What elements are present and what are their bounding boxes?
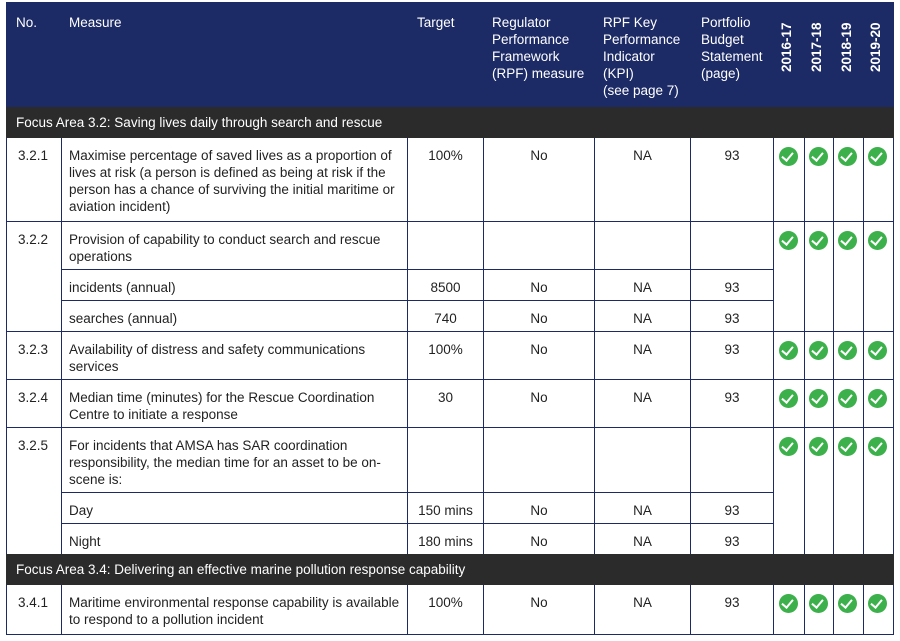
rpf-kpi-value: NA	[633, 311, 652, 326]
rpf-kpi-value: NA	[633, 390, 652, 405]
rpf-measure-value: No	[530, 148, 548, 163]
check-circle-icon	[779, 594, 798, 613]
rpf-kpi-value: NA	[633, 534, 652, 549]
rpf-kpi-value: NA	[633, 148, 652, 163]
header-year-2016-17: 2016-17	[779, 22, 794, 72]
check-circle-icon	[809, 231, 828, 250]
check-circle-icon	[868, 231, 887, 250]
check-circle-icon	[868, 594, 887, 613]
check-circle-icon	[838, 231, 857, 250]
pbs-page-value: 93	[724, 503, 740, 518]
target-value: 30	[437, 390, 454, 405]
rpf-measure-value: No	[530, 595, 548, 610]
check-circle-icon	[868, 389, 887, 408]
pbs-page-value: 93	[724, 595, 740, 610]
target-value: 100%	[428, 595, 463, 610]
measure-text: Median time (minutes) for the Rescue Coordination Centre to initiate a response	[69, 390, 375, 422]
check-circle-icon	[838, 594, 857, 613]
check-circle-icon	[779, 341, 798, 360]
pbs-page-value: 93	[724, 342, 740, 357]
check-circle-icon	[809, 437, 828, 456]
rpf-measure-value: No	[530, 280, 548, 295]
row-number: 3.2.1	[18, 148, 49, 163]
measure-text: incidents (annual)	[69, 280, 176, 295]
measure-text: searches (annual)	[69, 311, 178, 326]
check-circle-icon	[838, 341, 857, 360]
header-year-2018-19: 2018-19	[839, 22, 854, 72]
check-circle-icon	[809, 594, 828, 613]
measure-text: Maximise percentage of saved lives as a proportion of lives at risk (a person is defined as being at risk if the person has a chance of surviving the initial maritime or aviation incident)	[69, 148, 395, 214]
header-no: No.	[16, 15, 38, 30]
section-heading: Focus Area 3.4: Delivering an effective marine pollution response capability	[6, 554, 894, 585]
header-rpf-kpi: RPF Key Performance Indicator (KPI) (see page 7)	[603, 15, 681, 98]
check-circle-icon	[838, 147, 857, 166]
target-value: 740	[434, 311, 457, 326]
rpf-measure-value: No	[530, 534, 548, 549]
check-circle-icon	[868, 147, 887, 166]
measure-text: Maritime environmental response capability is available to respond to a pollution incident	[69, 595, 400, 627]
rpf-measure-value: No	[530, 311, 548, 326]
check-circle-icon	[868, 341, 887, 360]
target-value: 100%	[428, 342, 463, 357]
header-year-2019-20: 2019-20	[868, 22, 883, 72]
header-measure: Measure	[69, 15, 122, 30]
check-circle-icon	[838, 437, 857, 456]
check-circle-icon	[838, 389, 857, 408]
pbs-page-value: 93	[724, 280, 740, 295]
measure-text: Day	[69, 503, 94, 518]
measure-text: Availability of distress and safety communications services	[69, 342, 366, 374]
header-pbs: Portfolio Budget Statement (page)	[701, 15, 763, 81]
rpf-measure-value: No	[530, 390, 548, 405]
target-value: 180 mins	[418, 534, 473, 549]
target-value: 150 mins	[418, 503, 473, 518]
pbs-page-value: 93	[724, 390, 740, 405]
check-circle-icon	[779, 389, 798, 408]
pbs-page-value: 93	[724, 311, 740, 326]
row-number: 3.2.3	[18, 342, 49, 357]
row-number: 3.2.5	[18, 438, 49, 453]
rpf-measure-value: No	[530, 503, 548, 518]
rpf-measure-value: No	[530, 342, 548, 357]
check-circle-icon	[779, 231, 798, 250]
header-year-2017-18: 2017-18	[809, 22, 824, 72]
header-target: Target	[417, 15, 455, 30]
pbs-page-value: 93	[724, 148, 740, 163]
measure-text: Night	[69, 534, 101, 549]
row-number: 3.2.2	[18, 232, 49, 247]
measure-text: Provision of capability to conduct search and rescue operations	[69, 232, 381, 264]
target-value: 8500	[430, 280, 461, 295]
measure-text: For incidents that AMSA has SAR coordination responsibility, the median time for an asset to be on-scene is:	[69, 438, 381, 487]
check-circle-icon	[779, 147, 798, 166]
check-circle-icon	[868, 437, 887, 456]
rpf-kpi-value: NA	[633, 280, 652, 295]
check-circle-icon	[809, 389, 828, 408]
measures-table	[6, 2, 894, 635]
rpf-kpi-value: NA	[633, 342, 652, 357]
section-heading: Focus Area 3.2: Saving lives daily through search and rescue	[6, 107, 894, 138]
check-circle-icon	[809, 341, 828, 360]
row-number: 3.4.1	[18, 595, 49, 610]
rpf-kpi-value: NA	[633, 595, 652, 610]
check-circle-icon	[809, 147, 828, 166]
row-number: 3.2.4	[18, 390, 49, 405]
check-circle-icon	[779, 437, 798, 456]
header-rpf-measure: Regulator Performance Framework (RPF) measure	[492, 15, 585, 81]
target-value: 100%	[428, 148, 463, 163]
rpf-kpi-value: NA	[633, 503, 652, 518]
pbs-page-value: 93	[724, 534, 740, 549]
